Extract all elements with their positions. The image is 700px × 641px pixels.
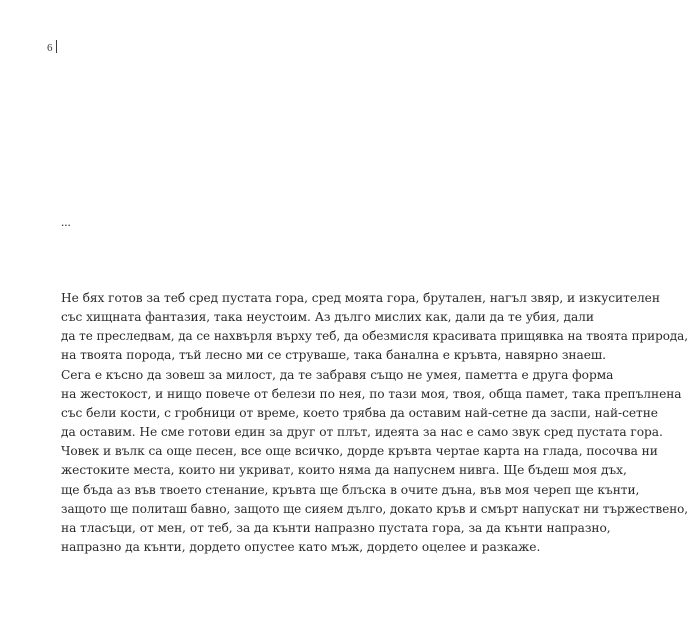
poem-line: Сега е късно да зовеш за милост, да те забравя също не умея, паметта е друга форма (61, 367, 614, 382)
poem-line: на твоята порода, тъй лесно ми се струваше, така банална е кръвта, навярно знаеш. (61, 348, 606, 363)
poem-line: на тласъци, от мен, от теб, за да кънти напразно пустата гора, за да кънти напразно, (61, 520, 611, 535)
poem-line: ще бъда аз във твоето стенание, кръвта ще блъска в очите дъна, във моя череп ще кънти, (61, 482, 640, 497)
poem-text (61, 289, 689, 557)
poem-line: защото ще политаш бавно, защото ще сияем дълго, докато кръв и смърт напускат ни тържествено, (61, 501, 688, 516)
page-number-value: 6 (47, 42, 53, 54)
poem-line: жестоките места, които ни укриват, които няма да напуснем нивга. Ще бъдеш моя дъх, (61, 463, 627, 478)
poem-line: Не бях готов за теб сред пустата гора, сред моята гора, брутален, нагъл звяр, и изкусителен (61, 291, 660, 305)
poem-line: напразно да кънти, дордето опустее като мъж, дордето оцелее и разкаже. (61, 540, 541, 555)
poem-line: със бели кости, с гробници от време, което трябва да оставим най-сетне да заспи, най-сетне (61, 405, 658, 420)
poem-line: Човек и вълк са още песен, все още всичко, дорде кръвта чертае карта на глада, посочва ни (61, 444, 658, 459)
section-ellipsis: ... (61, 214, 71, 229)
poem-line: да оставим. Не сме готови един за друг от плът, идеята за нас е само звук сред пустата гора. (61, 425, 663, 440)
poem-line: на жестокост, и нищо повече от белези по нея, по тази моя, твоя, обща памет, така препълнена (61, 386, 682, 401)
poem-line: със хищната фантазия, така неустоим. Аз дълго мислих как, дали да те убия, дали (61, 310, 594, 325)
page-number-divider (56, 40, 57, 53)
poem-line: да те преследвам, да се нахвърля върху теб, да обезмисля красивата прищявка на твоята природа, (61, 329, 689, 344)
page-number (47, 40, 57, 55)
